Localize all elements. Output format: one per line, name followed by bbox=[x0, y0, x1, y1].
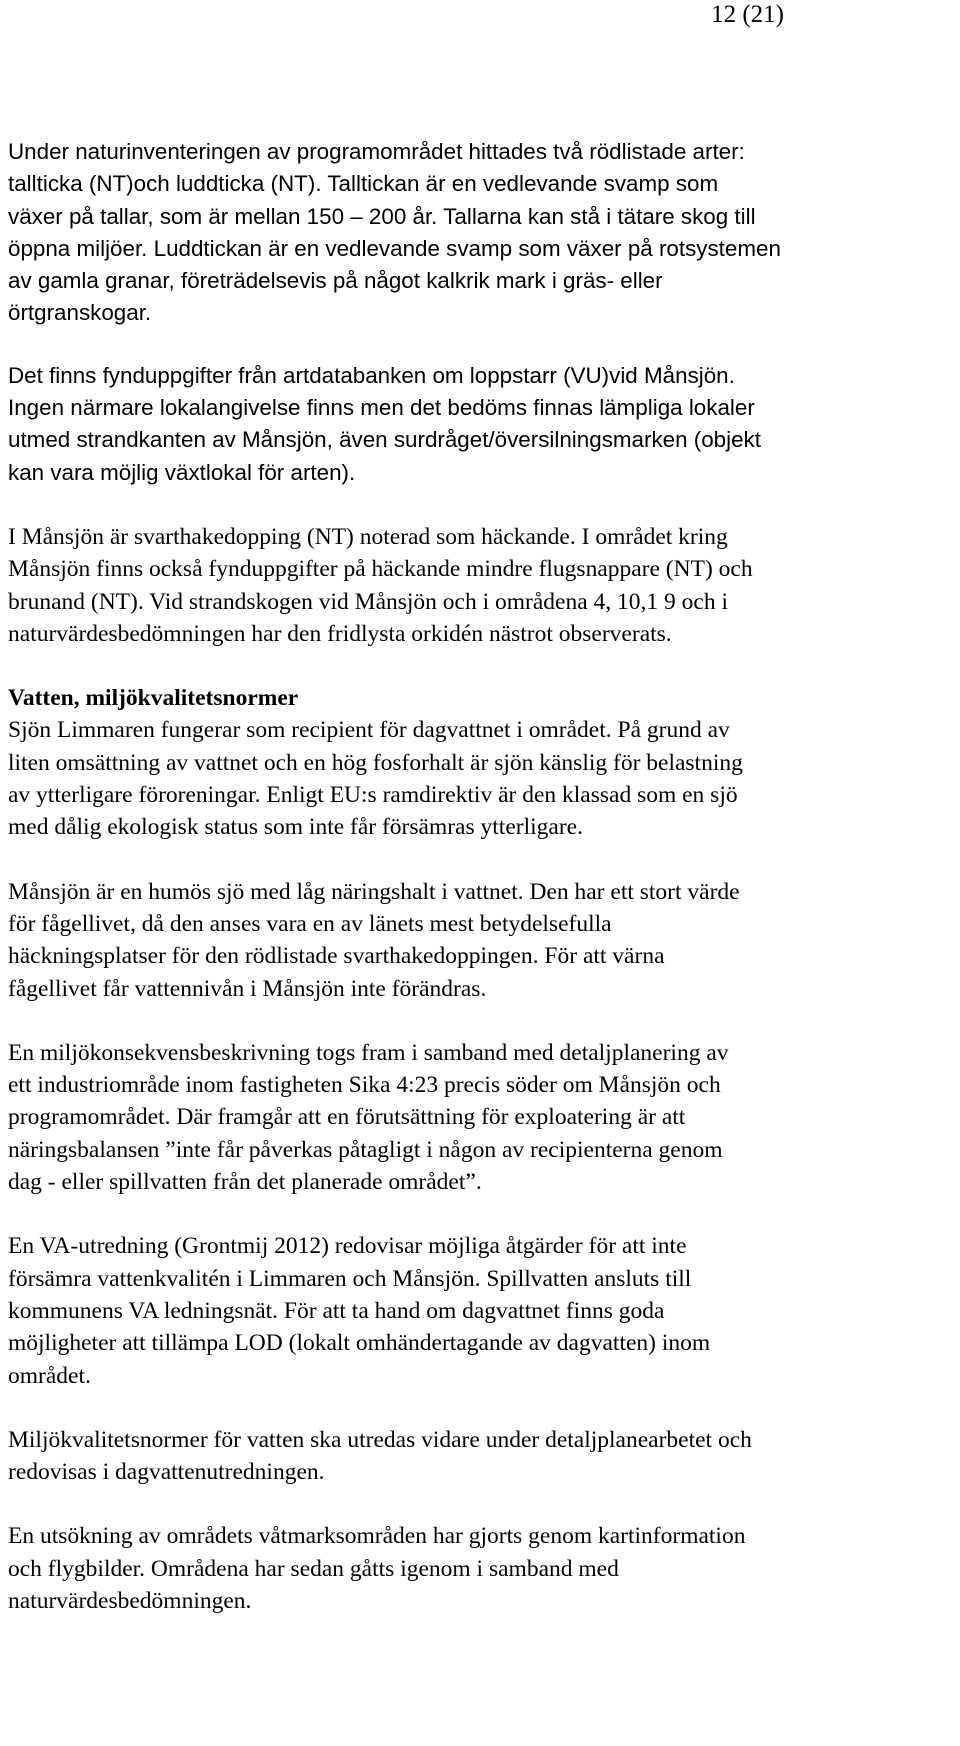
text-line: redovisas i dagvattenutredningen. bbox=[8, 1459, 325, 1486]
paragraph-rodlistade-arter bbox=[8, 136, 960, 330]
text-line: brunand (NT). Vid strandskogen vid Månsjön och i områdena 4, 10,1 9 och i bbox=[8, 588, 728, 615]
text-line: utmed strandkanten av Månsjön, även surdråget/översilningsmarken (objekt bbox=[8, 427, 761, 453]
text-line: naturvärdesbedömningen har den fridlysta orkidén nästrot observerats. bbox=[8, 620, 672, 647]
text-line: tallticka (NT)och luddticka (NT). Talltickan är en vedlevande svamp som bbox=[8, 171, 719, 197]
paragraph-vatten bbox=[8, 682, 960, 843]
text-line: En miljökonsekvensbeskrivning togs fram i samband med detaljplanering av bbox=[8, 1039, 729, 1066]
paragraph-vatmarksomraden bbox=[8, 1520, 960, 1617]
text-line: örtgranskogar. bbox=[8, 300, 152, 326]
text-line: med dålig ekologisk status som inte får försämras ytterligare. bbox=[8, 814, 583, 841]
paragraph-svarthakedopping bbox=[8, 521, 960, 650]
paragraph-spacer bbox=[8, 330, 960, 360]
section-heading: Vatten, miljökvalitetsnormer bbox=[8, 685, 299, 712]
text-line: dag - eller spillvatten från det planerade området”. bbox=[8, 1169, 482, 1196]
text-line: Månsjön är en humös sjö med låg näringshalt i vattnet. Den har ett stort värde bbox=[8, 878, 740, 905]
text-line: ett industriområde inom fastigheten Sika 4:23 precis söder om Månsjön och bbox=[8, 1072, 721, 1099]
text-line: Miljökvalitetsnormer för vatten ska utredas vidare under detaljplanearbetet och bbox=[8, 1426, 752, 1453]
text-line: Det finns fynduppgifter från artdatabanken om loppstarr (VU)vid Månsjön. bbox=[8, 362, 735, 388]
paragraph-loppstarr bbox=[8, 360, 960, 489]
paragraph-va-utredning bbox=[8, 1230, 960, 1391]
paragraph-spacer bbox=[8, 1198, 960, 1230]
paragraph-spacer bbox=[8, 1488, 960, 1520]
text-line: för fågellivet, då den anses vara en av länets mest betydelsefulla bbox=[8, 910, 612, 937]
text-line: möjligheter att tillämpa LOD (lokalt omhändertagande av dagvatten) inom bbox=[8, 1330, 711, 1357]
text-line: En VA-utredning (Grontmij 2012) redovisar möjliga åtgärder för att inte bbox=[8, 1233, 687, 1260]
text-line: Ingen närmare lokalangivelse finns men det bedöms finnas lämpliga lokaler bbox=[8, 395, 755, 421]
paragraph-miljokvalitetsnormer bbox=[8, 1424, 960, 1489]
paragraph-miljokonsekvens bbox=[8, 1037, 960, 1198]
text-line: av ytterligare föroreningar. Enligt EU:s ramdirektiv är den klassad som en sjö bbox=[8, 782, 738, 809]
text-line: Sjön Limmaren fungerar som recipient för dagvattnet i området. På grund av bbox=[8, 717, 730, 744]
text-line: kommunens VA ledningsnät. För att ta hand om dagvattnet finns goda bbox=[8, 1297, 665, 1324]
paragraph-spacer bbox=[8, 844, 960, 876]
paragraph-spacer bbox=[8, 1005, 960, 1037]
text-line: området. bbox=[8, 1362, 91, 1389]
text-line: I Månsjön är svarthakedopping (NT) noterad som häckande. I området kring bbox=[8, 523, 728, 550]
text-line: och flygbilder. Områdena har sedan gåtts igenom i samband med bbox=[8, 1555, 619, 1582]
text-line: häckningsplatser för den rödlistade svarthakedoppingen. För att värna bbox=[8, 943, 665, 970]
text-line: Månsjön finns också fynduppgifter på häckande mindre flugsnappare (NT) och bbox=[8, 556, 753, 583]
text-line: försämra vattenkvalitén i Limmaren och Månsjön. Spillvatten ansluts till bbox=[8, 1265, 692, 1292]
paragraph-spacer bbox=[8, 1392, 960, 1424]
document-body bbox=[8, 136, 960, 1617]
text-line: liten omsättning av vattnet och en hög fosforhalt är sjön känslig för belastning bbox=[8, 749, 743, 776]
text-line: programområdet. Där framgår att en förutsättning för exploatering är att bbox=[8, 1104, 686, 1131]
text-line: öppna miljöer. Luddtickan är en vedlevande svamp som växer på rotsystemen bbox=[8, 235, 781, 261]
text-line: av gamla granar, företrädelsevis på något kalkrik mark i gräs- eller bbox=[8, 268, 663, 294]
paragraph-spacer bbox=[8, 650, 960, 682]
page-number: 12 (21) bbox=[711, 1, 784, 28]
text-line: Under naturinventeringen av programområdet hittades två rödlistade arter: bbox=[8, 139, 745, 164]
text-line: naturvärdesbedömningen. bbox=[8, 1587, 252, 1614]
paragraph-mansjon-humos bbox=[8, 876, 960, 1005]
text-line: kan vara möjlig växtlokal för arten). bbox=[8, 459, 356, 485]
paragraph-spacer bbox=[8, 489, 960, 521]
text-line: näringsbalansen ”inte får påverkas påtagligt i någon av recipienterna genom bbox=[8, 1136, 723, 1163]
text-line: En utsökning av områdets våtmarksområden har gjorts genom kartinformation bbox=[8, 1523, 746, 1550]
text-line: fågellivet får vattennivån i Månsjön inte förändras. bbox=[8, 975, 487, 1002]
text-line: växer på tallar, som är mellan 150 – 200 år. Tallarna kan stå i tätare skog till bbox=[8, 203, 756, 229]
